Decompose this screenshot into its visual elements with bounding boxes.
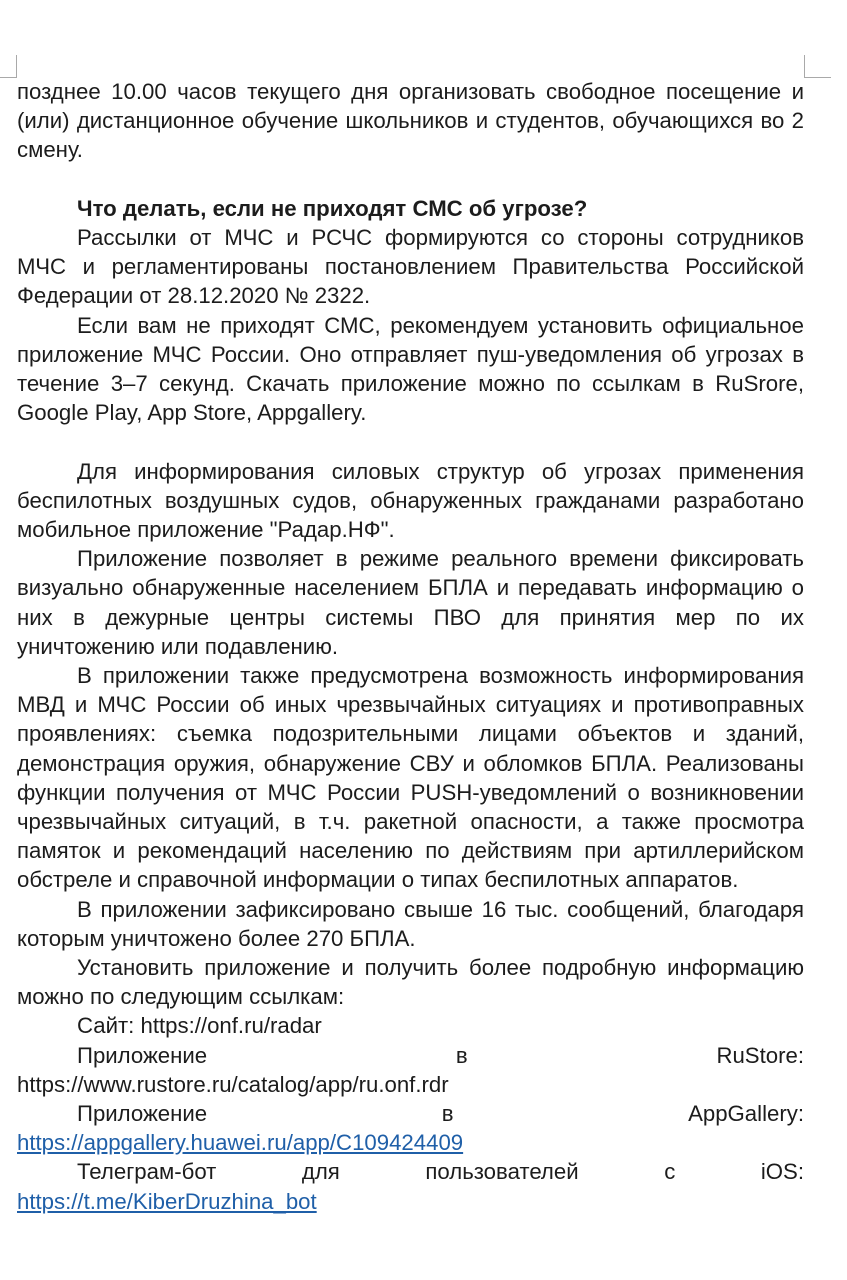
appgallery-word-1: Приложение [77, 1101, 208, 1127]
appgallery-link[interactable]: https://appgallery.huawei.ru/app/C109424409 [17, 1130, 464, 1156]
appgallery-word-2: в [441, 1101, 454, 1127]
rustore-line [17, 1041, 804, 1070]
paragraph-radar-features: В приложении также предусмотрена возможность информирования МВД и МЧС России об иных чрезвычайных ситуациях и противоправных проявлениях: съемка подозрительными лицами объектов и зданий, демонстрация оружия, обнаружение СВУ и обломков БПЛА. Реализованы функции получения от МЧС России PUSH-уведомлений о возникновении чрезвычайных ситуаций, в т.ч. ракетной опасности, а также просмотра памяток и рекомендаций населению по действиям при артиллерийском обстреле и справочной информации о типах беспилотных аппаратов. [17, 663, 804, 893]
appgallery-word-3: AppGallery: [688, 1101, 804, 1127]
rustore-word-1: Приложение [77, 1042, 208, 1068]
rustore-url: https://www.rustore.ru/catalog/app/ru.onf.rdr [17, 1071, 449, 1097]
telegram-word-1: Телеграм-бот [77, 1159, 217, 1185]
telegram-word-3: пользователей [425, 1159, 579, 1185]
document-body [17, 77, 804, 1216]
paragraph-classes: позднее 10.00 часов текущего дня организовать свободное посещение и (или) дистанционное обучение школьников и студентов, обучающихся во 2 смену. [17, 79, 804, 163]
appgallery-line [17, 1099, 804, 1128]
rustore-word-3: RuStore: [716, 1042, 804, 1068]
paragraph-install-links: Установить приложение и получить более подробную информацию можно по следующим ссылкам: [17, 955, 804, 1010]
paragraph-sms-rules: Рассылки от МЧС и РСЧС формируются со стороны сотрудников МЧС и регламентированы постановлением Правительства Российской Федерации от 28.12.2020 № 2322. [17, 225, 804, 309]
telegram-word-4: с [664, 1159, 676, 1185]
page-corner-left [0, 55, 17, 78]
blank-line [17, 427, 804, 456]
site-line: Сайт: https://onf.ru/radar [77, 1013, 322, 1039]
telegram-word-2: для [301, 1159, 340, 1185]
blank-line [17, 165, 804, 194]
section-heading: Что делать, если не приходят СМС об угрозе? [77, 195, 588, 221]
page-corner-right [804, 55, 831, 78]
telegram-word-5: iOS: [760, 1159, 804, 1185]
paragraph-radar-intro: Для информирования силовых структур об угрозах применения беспилотных воздушных судов, обнаруженных гражданами разработано мобильное приложение "Радар.НФ". [17, 458, 804, 543]
paragraph-app-advice: Если вам не приходят СМС, рекомендуем установить официальное приложение МЧС России. Оно отправляет пуш-уведомления об угрозах в течение 3–7 секунд. Скачать приложение можно по ссылкам в RuSrore, Google Play, App Store, Appgallery. [17, 312, 804, 426]
paragraph-radar-stats: В приложении зафиксировано свыше 16 тыс. сообщений, благодаря которым уничтожено более 270 БПЛА. [17, 896, 804, 951]
rustore-word-2: в [455, 1042, 468, 1068]
telegram-link[interactable]: https://t.me/KiberDruzhina_bot [17, 1188, 317, 1214]
paragraph-radar-function: Приложение позволяет в режиме реального времени фиксировать визуально обнаруженные населением БПЛА и передавать информацию о них в дежурные центры системы ПВО для принятия мер по их уничтожению или подавлению. [17, 546, 804, 659]
telegram-line [17, 1157, 804, 1186]
